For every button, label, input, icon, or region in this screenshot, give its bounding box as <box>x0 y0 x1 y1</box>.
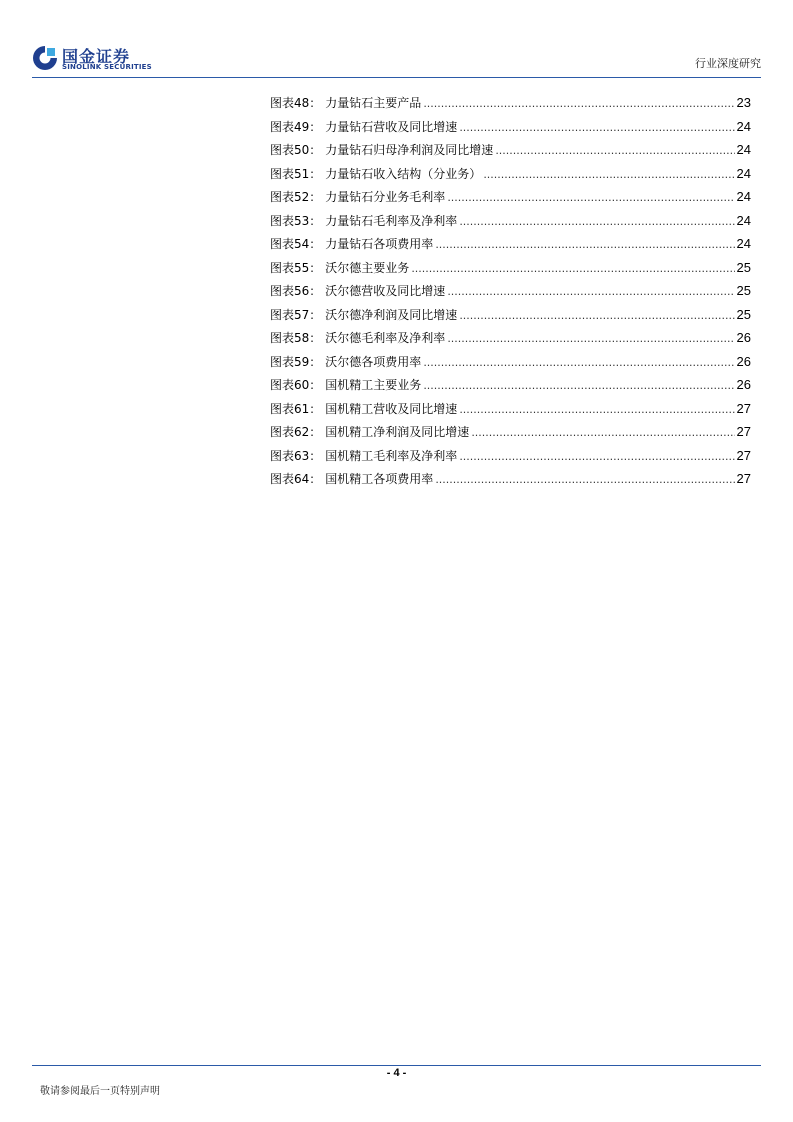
toc-separator: ： <box>309 307 322 322</box>
toc-separator: ： <box>309 354 322 369</box>
page-number: - 4 - <box>386 1067 407 1079</box>
toc-page-number: 23 <box>736 95 751 110</box>
toc-figure-title: 国机精工毛利率及净利率 <box>325 448 458 463</box>
toc-leader-dots <box>495 144 734 157</box>
toc-entry[interactable] <box>270 141 751 165</box>
toc-figure-title: 沃尔德毛利率及净利率 <box>325 331 446 345</box>
toc-page-number: 25 <box>736 259 751 275</box>
toc-leader-dots <box>483 168 734 181</box>
toc-separator: ： <box>309 284 322 298</box>
toc-entry[interactable] <box>270 118 751 142</box>
toc-entry[interactable] <box>270 353 751 377</box>
toc-figure-title: 沃尔德各项费用率 <box>325 354 422 369</box>
toc-leader-dots <box>447 285 734 298</box>
toc-figure-number: 图表58 <box>270 331 310 345</box>
toc-separator: ： <box>309 331 322 345</box>
toc-separator: ： <box>309 260 322 275</box>
toc-leader-dots <box>459 309 734 322</box>
toc-figure-number: 图表54 <box>270 237 310 251</box>
toc-separator: ： <box>309 401 322 416</box>
toc-page-number: 26 <box>736 353 751 369</box>
toc-leader-dots <box>447 191 734 204</box>
toc-separator: ： <box>309 143 322 157</box>
toc-entry[interactable] <box>270 259 751 283</box>
toc-figure-title: 沃尔德营收及同比增速 <box>325 284 446 298</box>
toc-figure-number: 图表59 <box>270 354 310 369</box>
toc-leader-dots <box>435 473 734 486</box>
footer-divider <box>32 1065 761 1066</box>
toc-page-number: 25 <box>736 306 751 322</box>
toc-figure-number: 图表64 <box>270 472 310 486</box>
logo-mark-icon <box>32 44 58 72</box>
logo-text-en: SINOLINK SECURITIES <box>62 63 152 71</box>
logo-text-cn: 国金证券 <box>62 47 131 66</box>
header-divider <box>32 77 761 78</box>
toc-figure-title: 力量钻石收入结构（分业务） <box>325 166 482 181</box>
toc-figure-number: 图表61 <box>270 401 310 416</box>
toc-entry[interactable] <box>270 235 751 259</box>
toc-figure-number: 图表48 <box>270 96 310 110</box>
toc-leader-dots <box>471 426 734 439</box>
toc-entry[interactable] <box>270 376 751 400</box>
toc-figure-number: 图表63 <box>270 448 310 463</box>
toc-figure-title: 力量钻石归母净利润及同比增速 <box>325 143 494 157</box>
toc-leader-dots <box>435 238 734 251</box>
toc-entry[interactable] <box>270 447 751 471</box>
toc-figure-number: 图表52 <box>270 190 310 204</box>
toc-figure-number: 图表53 <box>270 213 310 228</box>
toc-page-number: 26 <box>736 377 751 392</box>
toc-figure-title: 力量钻石营收及同比增速 <box>325 119 458 134</box>
toc-leader-dots <box>459 403 734 416</box>
toc-separator: ： <box>309 96 322 110</box>
toc-figure-title: 国机精工营收及同比增速 <box>325 401 458 416</box>
toc-figure-number: 图表62 <box>270 425 310 439</box>
toc-figure-title: 力量钻石分业务毛利率 <box>325 190 446 204</box>
toc-figure-title: 沃尔德净利润及同比增速 <box>325 307 458 322</box>
toc-separator: ： <box>309 425 322 439</box>
toc-figure-number: 图表50 <box>270 143 310 157</box>
toc-entry[interactable] <box>270 212 751 236</box>
toc-figure-title: 沃尔德主要业务 <box>325 260 410 275</box>
toc-figure-title: 力量钻石主要产品 <box>325 96 422 110</box>
page-header <box>32 40 761 76</box>
report-type: 行业深度研究 <box>695 57 761 70</box>
toc-entry[interactable] <box>270 94 751 118</box>
toc-separator: ： <box>309 472 322 486</box>
toc-separator: ： <box>309 378 322 392</box>
toc-leader-dots <box>459 215 734 228</box>
toc-entry[interactable] <box>270 400 751 424</box>
toc-separator: ： <box>309 190 322 204</box>
figure-index-list <box>270 94 751 494</box>
toc-separator: ： <box>309 119 322 134</box>
toc-separator: ： <box>309 448 322 463</box>
company-logo <box>32 44 182 74</box>
toc-page-number: 24 <box>736 118 751 134</box>
toc-leader-dots <box>459 450 734 463</box>
toc-figure-number: 图表56 <box>270 284 310 298</box>
toc-page-number: 24 <box>736 212 751 228</box>
toc-entry[interactable] <box>270 470 751 494</box>
toc-leader-dots <box>423 356 734 369</box>
toc-figure-number: 图表49 <box>270 119 310 134</box>
toc-figure-title: 国机精工各项费用率 <box>325 472 434 486</box>
toc-separator: ： <box>309 237 322 251</box>
toc-separator: ： <box>309 213 322 228</box>
toc-leader-dots <box>447 332 734 345</box>
toc-figure-title: 国机精工净利润及同比增速 <box>325 425 470 439</box>
toc-page-number: 26 <box>736 330 751 345</box>
toc-leader-dots <box>423 379 734 392</box>
toc-page-number: 27 <box>736 424 751 439</box>
toc-figure-number: 图表57 <box>270 307 310 322</box>
toc-entry[interactable] <box>270 306 751 330</box>
toc-entry[interactable] <box>270 165 751 189</box>
toc-page-number: 24 <box>736 189 751 204</box>
toc-entry[interactable] <box>270 329 751 353</box>
toc-figure-title: 国机精工主要业务 <box>325 378 422 392</box>
toc-page-number: 25 <box>736 283 751 298</box>
toc-page-number: 24 <box>736 165 751 181</box>
toc-page-number: 24 <box>736 236 751 251</box>
toc-figure-number: 图表60 <box>270 378 310 392</box>
toc-figure-title: 力量钻石各项费用率 <box>325 237 434 251</box>
toc-leader-dots <box>411 262 734 275</box>
toc-page-number: 27 <box>736 400 751 416</box>
toc-figure-number: 图表51 <box>270 166 310 181</box>
toc-figure-title: 力量钻石毛利率及净利率 <box>325 213 458 228</box>
toc-separator: ： <box>309 166 322 181</box>
toc-page-number: 24 <box>736 142 751 157</box>
toc-leader-dots <box>423 97 734 110</box>
toc-entry[interactable] <box>270 188 751 212</box>
disclaimer-note: 敬请参阅最后一页特别声明 <box>40 1086 160 1097</box>
toc-entry[interactable] <box>270 423 751 447</box>
toc-leader-dots <box>459 121 734 134</box>
toc-page-number: 27 <box>736 471 751 486</box>
toc-figure-number: 图表55 <box>270 260 310 275</box>
toc-entry[interactable] <box>270 282 751 306</box>
toc-page-number: 27 <box>736 447 751 463</box>
